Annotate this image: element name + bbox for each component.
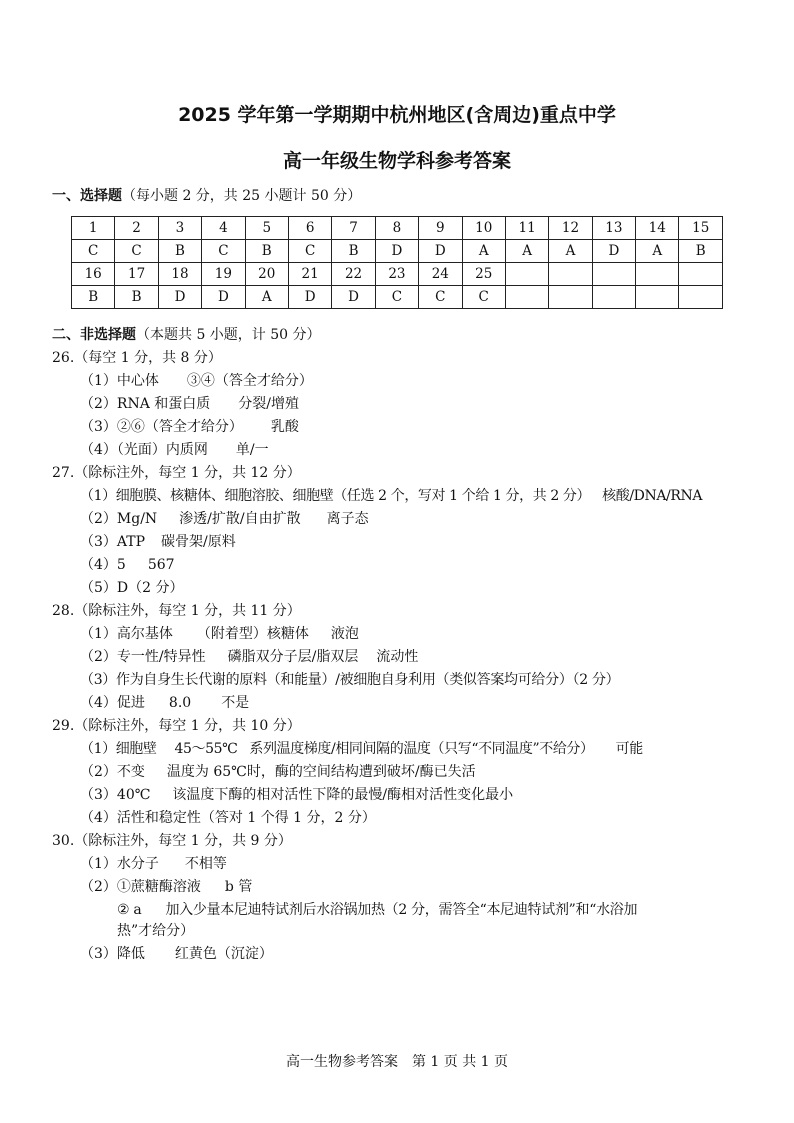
answer-cell: 25 (462, 263, 505, 286)
answer-table-row (72, 217, 723, 240)
answer-cell: 4 (202, 217, 245, 240)
answer-text: 单/一 (235, 442, 269, 458)
q30-answer-4 (80, 945, 273, 963)
q30-answer-2 (80, 878, 252, 896)
answer-text: 加入少量本尼迪特试剂后水浴锅加热（2 分，需答全“本尼迪特试剂”和“水浴加 (165, 902, 638, 918)
answer-table-row (72, 286, 723, 309)
answer-cell: 9 (419, 217, 462, 240)
answer-cell: C (462, 286, 505, 309)
answer-cell: 1 (72, 217, 115, 240)
answer-text: （1）细胞壁 (80, 741, 157, 757)
q27-answer-4 (80, 556, 175, 574)
q26-answer-2 (80, 395, 299, 413)
q29-answer-4 (80, 809, 376, 827)
answer-text: （1）中心体 (80, 373, 159, 389)
answer-text: 系列温度梯度/相同间隔的温度（只写“不同温度”不给分） (249, 741, 594, 757)
answer-table (71, 216, 723, 309)
answer-text: （3）作为自身生长代谢的原料（和能量）/被细胞自身利用（类似答案均可给分）（2 分） (80, 672, 620, 688)
answer-text: b 管 (224, 879, 253, 895)
section2-label: 二、非选择题 (52, 327, 136, 343)
document-subtitle: 高一年级生物学科参考答案 (282, 150, 511, 172)
answer-cell: B (245, 240, 288, 263)
answer-cell (679, 286, 723, 309)
answer-text: 核酸/DNA/RNA (602, 488, 703, 504)
answer-cell: 14 (636, 217, 679, 240)
answer-text: 温度为 65℃时，酶的空间结构遭到破坏/酶已失活 (166, 764, 476, 780)
q30-header: 30.（除标注外，每空 1 分，共 9 分） (52, 833, 292, 849)
answer-cell: C (115, 240, 158, 263)
answer-cell: C (419, 286, 462, 309)
q30-answer-3-cont (117, 922, 194, 940)
answer-cell: C (288, 240, 331, 263)
answer-cell: 10 (462, 217, 505, 240)
answer-text: （4）（光面）内质网 (80, 442, 208, 458)
answer-cell: A (636, 240, 679, 263)
answer-text: （2）①蔗糖酶溶液 (80, 879, 201, 895)
q26-answer-4 (80, 441, 269, 459)
answer-cell: D (202, 286, 245, 309)
q27-answer-1 (80, 487, 702, 505)
answer-cell: 22 (332, 263, 375, 286)
q28-answer-3 (80, 671, 619, 689)
answer-cell: 24 (419, 263, 462, 286)
answer-cell: 5 (245, 217, 288, 240)
answer-cell: 3 (158, 217, 201, 240)
section1-note: （每小题 2 分，共 25 小题计 50 分） (122, 188, 362, 204)
q27-header: 27.（除标注外，每空 1 分，共 12 分） (52, 465, 301, 481)
answer-cell: 23 (375, 263, 418, 286)
q26-answer-1 (80, 372, 313, 390)
answer-text: 流动性 (376, 649, 419, 665)
answer-text: 不相等 (184, 856, 227, 872)
answer-cell: 17 (115, 263, 158, 286)
section2-heading (52, 326, 321, 344)
answer-text: （3）40℃ (80, 787, 151, 803)
q29-answer-3 (80, 786, 513, 804)
answer-text: 碳骨架/原料 (161, 534, 236, 550)
answer-text: 可能 (615, 741, 643, 757)
answer-cell: 12 (549, 217, 592, 240)
section1-label: 一、选择题 (52, 188, 122, 204)
answer-cell: C (375, 286, 418, 309)
answer-cell: A (549, 240, 592, 263)
answer-cell: 20 (245, 263, 288, 286)
q29-answer-2 (80, 763, 476, 781)
answer-text: （4）促进 (80, 695, 145, 711)
section1-heading (52, 187, 361, 205)
answer-text: 45～55℃ (174, 741, 238, 757)
answer-cell: B (332, 240, 375, 263)
answer-cell (679, 263, 723, 286)
q27-answer-5 (80, 579, 184, 597)
answer-text: （1）细胞膜、核糖体、细胞溶胶、细胞壁（任选 2 个，写对 1 个给 1 分，共 2 分） (80, 488, 591, 504)
answer-text: 液泡 (330, 626, 359, 642)
answer-cell: C (72, 240, 115, 263)
answer-cell: B (72, 286, 115, 309)
q30-answer-1 (80, 855, 227, 873)
answer-text: （2）Mg/N (80, 511, 158, 527)
answer-text: 渗透/扩散/自由扩散 (179, 511, 301, 527)
answer-cell: 2 (115, 217, 158, 240)
q28-header: 28.（除标注外，每空 1 分，共 11 分） (52, 603, 301, 619)
answer-cell: D (158, 286, 201, 309)
answer-text: 红黄色（沉淀） (174, 946, 273, 962)
q27-answer-2 (80, 510, 369, 528)
q28-answer-2 (80, 648, 418, 666)
q28-answer-1 (80, 625, 359, 643)
answer-text: 分裂/增殖 (238, 396, 299, 412)
answer-cell: D (375, 240, 418, 263)
answer-cell: A (245, 286, 288, 309)
answer-cell: 7 (332, 217, 375, 240)
answer-cell (592, 263, 635, 286)
answer-text: （2）专一性/特异性 (80, 649, 206, 665)
answer-text: 不是 (221, 695, 250, 711)
answer-table-row (72, 263, 723, 286)
q29-answer-1 (80, 740, 643, 758)
answer-cell: A (462, 240, 505, 263)
answer-text: （2）不变 (80, 764, 145, 780)
answer-cell: C (202, 240, 245, 263)
answer-cell: B (679, 240, 723, 263)
answer-cell (636, 263, 679, 286)
answer-cell: B (115, 286, 158, 309)
answer-text: （3）ATP (80, 534, 146, 550)
answer-text: （3）②⑥（答全才给分） (80, 419, 243, 435)
answer-cell: D (288, 286, 331, 309)
q28-answer-4 (80, 694, 249, 712)
answer-text: ② a (117, 902, 142, 918)
answer-text: （附着型）核糖体 (196, 626, 309, 642)
answer-text: 8.0 (168, 695, 192, 711)
answer-cell (636, 286, 679, 309)
answer-text: （5）D（2 分） (80, 580, 184, 596)
q27-answer-3 (80, 533, 236, 551)
answer-cell: 18 (158, 263, 201, 286)
section2-note: （本题共 5 小题，计 50 分） (136, 327, 321, 343)
answer-text: 磷脂双分子层/脂双层 (227, 649, 359, 665)
answer-text: （3）降低 (80, 946, 145, 962)
answer-cell (549, 286, 592, 309)
answer-table-row (72, 240, 723, 263)
answer-text: （4）活性和稳定性（答对 1 个得 1 分，2 分） (80, 810, 376, 826)
q26-answer-3 (80, 418, 299, 436)
document-title: 2025 学年第一学期期中杭州地区(含周边)重点中学 (178, 104, 616, 126)
q29-header: 29.（除标注外，每空 1 分，共 10 分） (52, 718, 301, 734)
answer-text: （1）高尔基体 (80, 626, 173, 642)
page-footer: 高一生物参考答案 第 1 页 共 1 页 (285, 1054, 509, 1070)
answer-text: 热”才给分） (117, 923, 195, 939)
answer-cell: A (505, 240, 548, 263)
answer-text: （2）RNA 和蛋白质 (80, 396, 211, 412)
answer-cell: 13 (592, 217, 635, 240)
answer-text: 该温度下酶的相对活性下降的最慢/酶相对活性变化最小 (172, 787, 514, 803)
answer-text: 乳酸 (270, 419, 299, 435)
answer-cell (592, 286, 635, 309)
answer-text: （1）水分子 (80, 856, 159, 872)
answer-cell: 8 (375, 217, 418, 240)
answer-text: 567 (147, 557, 175, 573)
answer-cell: D (332, 286, 375, 309)
answer-cell (505, 263, 548, 286)
answer-cell: D (419, 240, 462, 263)
answer-text: 离子态 (326, 511, 369, 527)
answer-cell: B (158, 240, 201, 263)
q30-answer-3 (117, 901, 637, 919)
answer-cell (505, 286, 548, 309)
q26-header: 26.（每空 1 分，共 8 分） (52, 350, 222, 366)
answer-text: ③④（答全才给分） (186, 373, 313, 389)
answer-cell: 16 (72, 263, 115, 286)
answer-cell (549, 263, 592, 286)
answer-cell: 15 (679, 217, 723, 240)
answer-text: （4）5 (80, 557, 126, 573)
answer-cell: 21 (288, 263, 331, 286)
answer-cell: 19 (202, 263, 245, 286)
answer-cell: D (592, 240, 635, 263)
answer-cell: 6 (288, 217, 331, 240)
answer-cell: 11 (505, 217, 548, 240)
